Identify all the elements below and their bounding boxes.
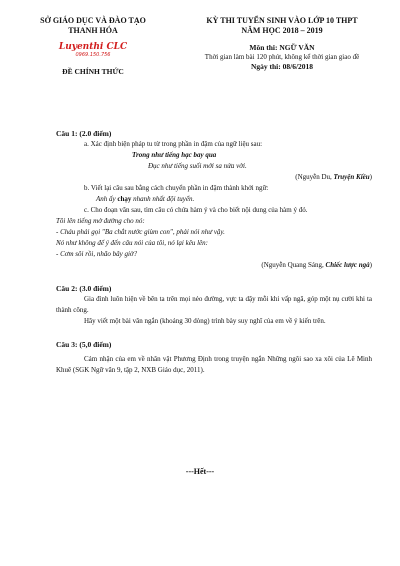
duration-line: Thời gian làm bài 120 phút, không kể thời gian giao đề [204, 53, 360, 61]
q2-title: Câu 2: (3.0 điểm) [56, 284, 112, 293]
q1-a-source [56, 172, 372, 183]
q1-b-quote [56, 194, 372, 205]
end-marker: ---Hết--- [185, 467, 215, 476]
q2-paragraph-2: Hãy viết một bài văn ngắn (khoảng 30 dòng) trình bày suy nghĩ của em về ý kiến trên. [84, 317, 326, 325]
q1-a-quote-line-2: Đục như tiếng suối mới sa nửa vời. [148, 162, 247, 170]
q1-a-source-suffix: ) [369, 173, 372, 181]
q1-c-line-3: Nó như không để ý đến câu nói của tôi, nó lại kêu lên: [56, 239, 208, 247]
q1-c-source [56, 260, 372, 271]
exam-title-line-2: NĂM HỌC 2018 – 2019 [241, 26, 323, 35]
q2-paragraph-1: Gia đình luôn hiện về bên ta trên mọi nẻo đường, vực ta dậy mỗi khi vấp ngã, góp một nụ cười khi ta thành công. [56, 295, 372, 314]
header-left [28, 16, 158, 76]
q1-c-source-work: Chiếc lược ngà [325, 261, 370, 269]
org-line-1: SỞ GIÁO DỤC VÀ ĐÀO TẠO [40, 16, 146, 25]
q1-c-line-2: - Cháu phải gọi "Ba chắt nước giùm con", phải nói như vậy. [56, 228, 225, 236]
stamp-phone: 0969.150.756 [75, 52, 111, 58]
q1-b-prompt: b. Viết lại câu sau bằng cách chuyển phần in đậm thành khởi ngữ: [84, 184, 269, 192]
q3-title: Câu 3: (5,0 điểm) [56, 340, 112, 349]
spacer [56, 327, 372, 339]
official-label: ĐỀ CHÍNH THỨC [62, 67, 124, 76]
q1-c-line-1: Tôi lên tiếng mở đường cho nó: [56, 217, 145, 225]
q1-a-source-prefix: (Nguyễn Du, [295, 173, 334, 181]
spacer [56, 271, 372, 283]
q1-a-source-work: Truyện Kiều [333, 173, 370, 181]
q1-c-line-4: - Cơm sôi rồi, nhão bây giờ? [56, 250, 138, 258]
exam-content [56, 128, 372, 376]
header-right [182, 16, 382, 72]
org-line-2: THANH HÓA [68, 26, 118, 35]
q1-c-source-suffix: ) [369, 261, 372, 269]
exam-title-line-1: KỲ THI TUYỂN SINH VÀO LỚP 10 THPT [206, 16, 358, 25]
exam-date: Ngày thi: 08/6/2018 [250, 62, 314, 71]
q1-b-quote-bold: chạy [117, 195, 132, 203]
q1-c-prompt: c. Cho đoạn văn sau, tìm câu có chứa hàm ý và cho biết nội dung của hàm ý đó. [84, 206, 308, 214]
q1-a-prompt: a. Xác định biện pháp tu từ trong phần in đậm của ngữ liệu sau: [84, 140, 263, 148]
q3-paragraph: Cảm nhận của em về nhân vật Phương Định trong truyện ngắn Những ngôi sao xa xôi của Lê Minh Khuê (SGK Ngữ văn 9, tập 2, NXB Giáo dục, 2011). [56, 355, 372, 374]
q1-b-quote-pre: Anh ấy [96, 195, 118, 203]
q1-c-source-prefix: (Nguyễn Quang Sáng, [261, 261, 326, 269]
q1-b-quote-post: nhanh nhất đội tuyển. [131, 195, 195, 203]
subject-line: Môn thi: NGỮ VĂN [249, 43, 315, 52]
q1-title: Câu 1: (2.0 điểm) [56, 129, 112, 138]
q1-a-quote-line-1: Trong như tiếng hạc bay qua [132, 151, 217, 159]
stamp-name: Luyenthi CLC [58, 42, 128, 52]
